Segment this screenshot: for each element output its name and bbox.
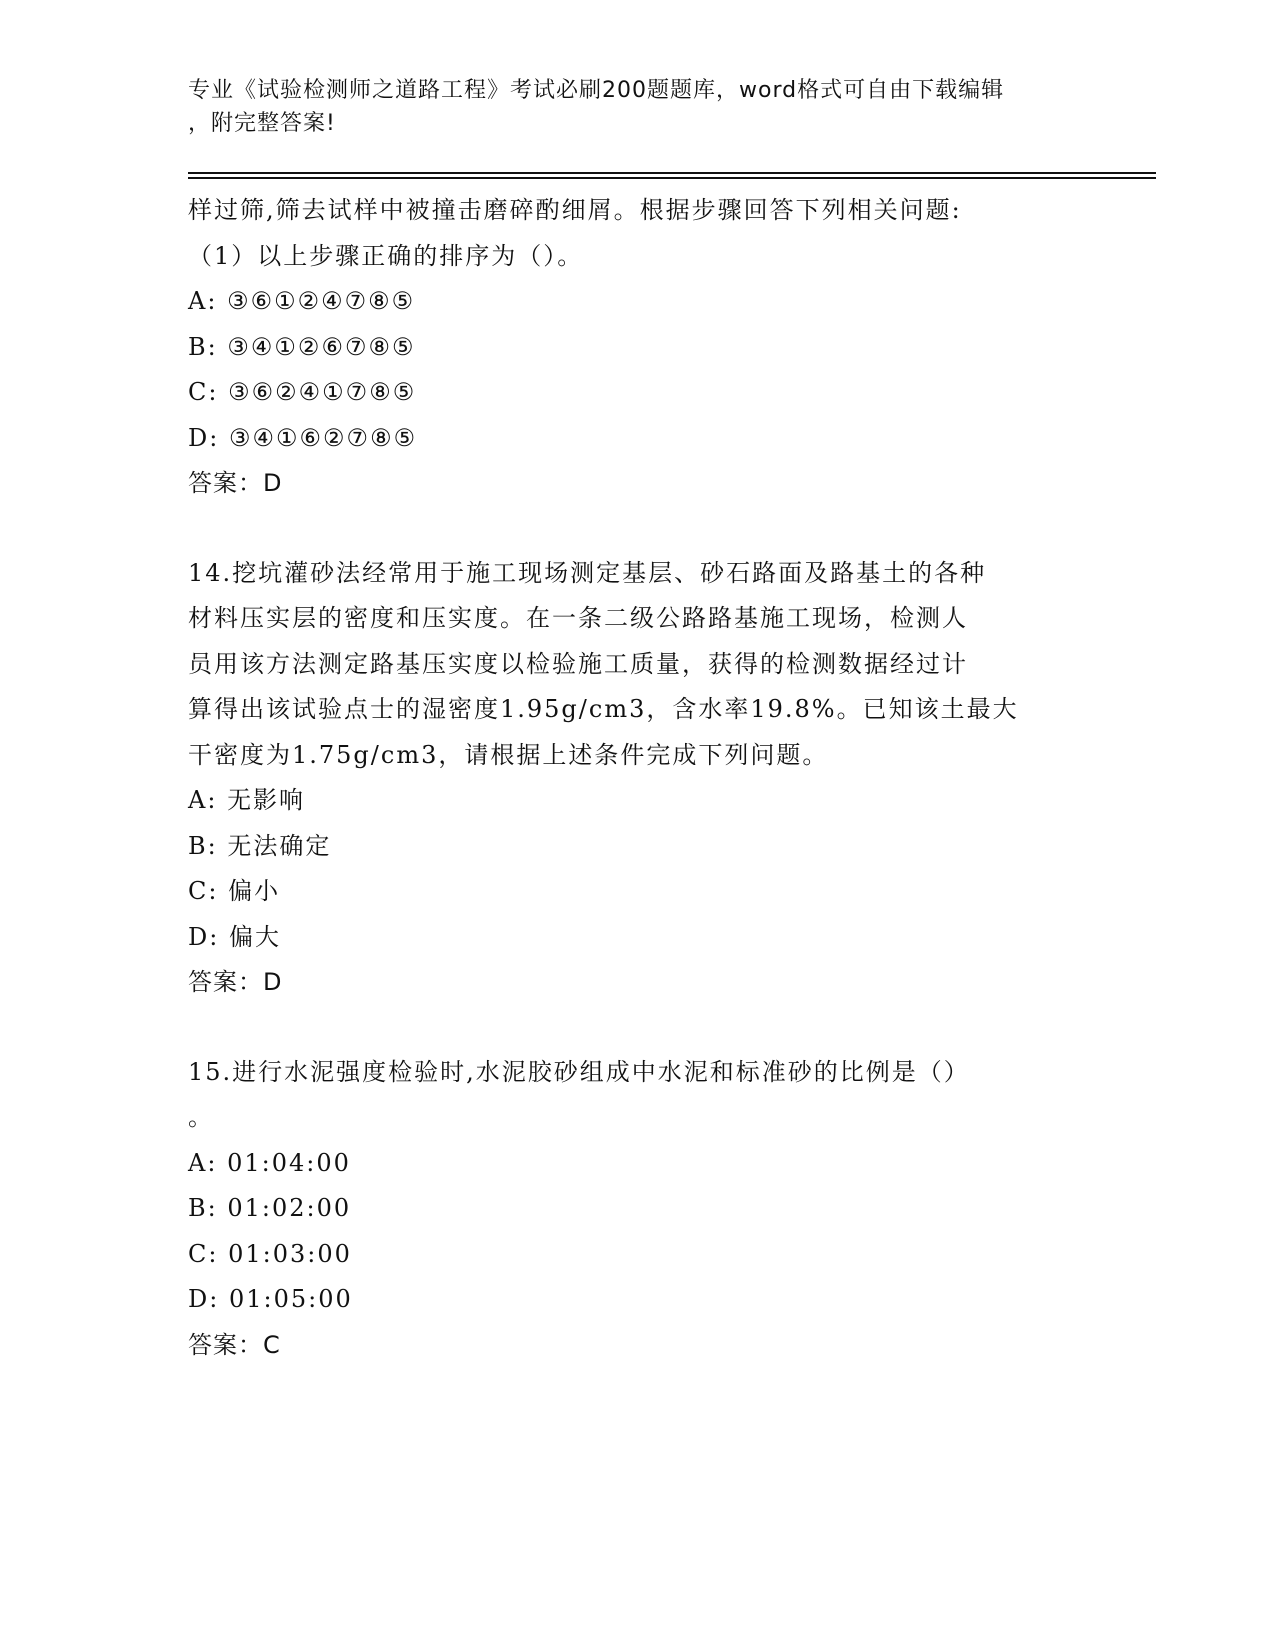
option-b: [188, 824, 1088, 870]
option-d: [188, 915, 1088, 961]
question-text-line: 。: [188, 1103, 214, 1131]
option-c: [188, 370, 1088, 416]
option-a: [188, 279, 1088, 325]
answer-line: 答案：D: [188, 968, 283, 996]
option-d: [188, 1277, 1088, 1323]
option-text: 无法确定: [227, 831, 332, 860]
question-text-line: 干密度为1.75g/cm3，请根据上述条件完成下列问题。: [188, 740, 829, 769]
option-b: [188, 1186, 1088, 1232]
spacer: [188, 507, 1088, 551]
option-text: 01:05:00: [228, 1285, 353, 1313]
answer-line: 答案：C: [188, 1330, 281, 1359]
option-text: ③④①②⑥⑦⑧⑤: [227, 332, 416, 361]
question-text-line: 员用该方法测定路基压实度以检验施工质量，获得的检测数据经过计: [188, 649, 968, 678]
question-14-stem: [188, 551, 1088, 779]
option-text: 无影响: [227, 786, 306, 814]
question-14: [188, 551, 1088, 1006]
option-label: D:: [188, 423, 220, 452]
question-text-line: 材料压实层的密度和压实度。在一条二级公路路基施工现场，检测人: [188, 604, 968, 632]
question-text-line: 样过筛,筛去试样中被撞击磨碎酌细屑。根据步骤回答下列相关问题:: [188, 196, 962, 224]
option-text: 偏大: [228, 922, 281, 951]
option-label: A:: [188, 287, 218, 315]
question-15: [188, 1050, 1088, 1369]
option-text: ③④①⑥②⑦⑧⑤: [228, 423, 418, 452]
option-label: C:: [188, 877, 219, 905]
question-13-stem: [188, 188, 1088, 279]
document-body: [188, 188, 1088, 1368]
option-b: [188, 325, 1088, 371]
spacer: [188, 1006, 1088, 1050]
document-header: [188, 74, 1068, 140]
option-a: [188, 778, 1088, 824]
question-15-stem: [188, 1050, 1088, 1141]
option-label: B:: [188, 1194, 218, 1222]
option-text: 偏小: [228, 877, 281, 905]
option-c: [188, 869, 1088, 915]
header-rule-bottom: [188, 177, 1156, 179]
question-text-line: 15.进行水泥强度检验时,水泥胶砂组成中水泥和标准砂的比例是（）: [188, 1057, 970, 1086]
header-line-1: 专业《试验检测师之道路工程》考试必刷200题题库，word格式可自由下载编辑: [188, 78, 1005, 103]
question-13: [188, 188, 1088, 507]
option-text: 01:02:00: [227, 1194, 352, 1222]
option-label: C:: [188, 1239, 219, 1268]
header-line-2: ，附完整答案!: [188, 111, 336, 136]
question-text-line: （1）以上步骤正确的排序为（）。: [188, 241, 584, 270]
option-d: [188, 416, 1088, 462]
option-label: D:: [188, 922, 220, 951]
question-text-line: 14.挖坑灌砂法经常用于施工现场测定基层、砂石路面及路基土的各种: [188, 558, 987, 587]
option-label: A:: [188, 786, 218, 814]
option-text: ③⑥①②④⑦⑧⑤: [227, 287, 416, 315]
option-label: C:: [188, 378, 219, 406]
option-a: [188, 1141, 1088, 1187]
option-label: A:: [188, 1148, 218, 1177]
option-text: ③⑥②④①⑦⑧⑤: [228, 378, 417, 406]
header-rule-top: [188, 172, 1156, 174]
option-text: 01:03:00: [228, 1239, 352, 1268]
option-label: B:: [188, 831, 218, 860]
option-label: D:: [188, 1285, 220, 1313]
answer-line: 答案：D: [188, 469, 283, 497]
option-text: 01:04:00: [227, 1148, 351, 1177]
option-label: B:: [188, 332, 218, 361]
option-c: [188, 1232, 1088, 1278]
question-text-line: 算得出该试验点士的湿密度1.95g/cm3，含水率19.8%。已知该土最大: [188, 695, 1019, 723]
